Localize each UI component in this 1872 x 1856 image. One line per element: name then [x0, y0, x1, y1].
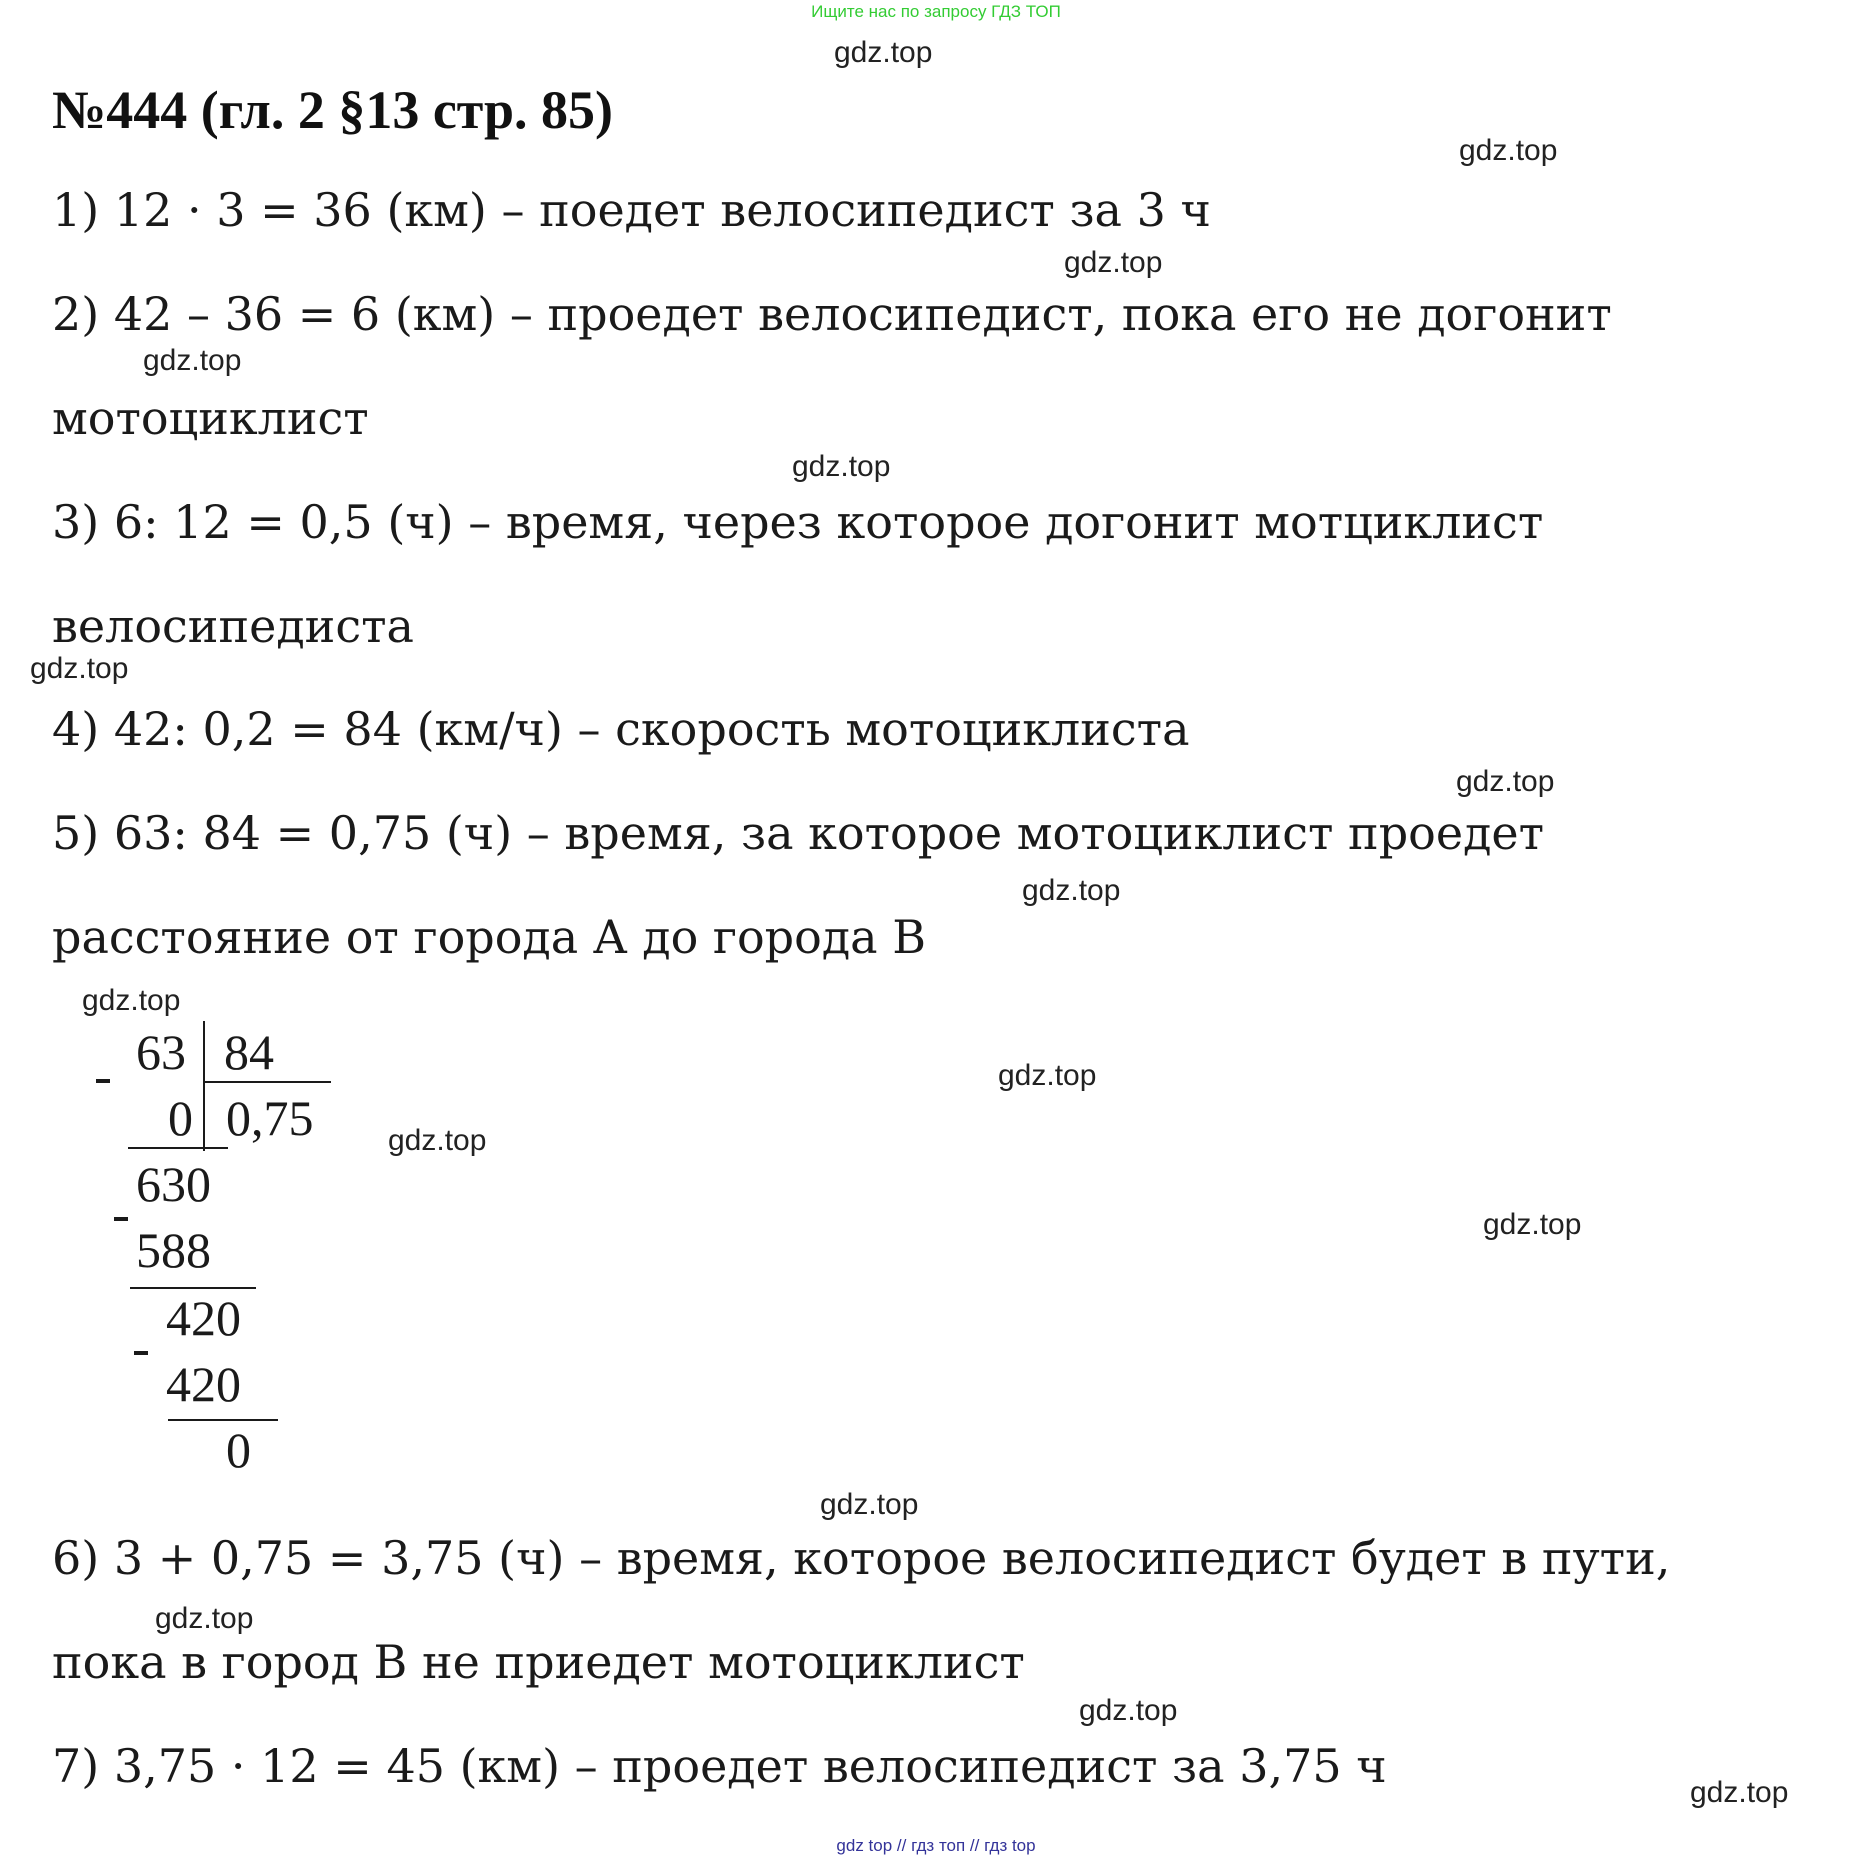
division-divisor: 84 [224, 1024, 274, 1080]
watermark: gdz.top [1456, 765, 1555, 798]
watermark: gdz.top [155, 1602, 254, 1635]
solution-line-3: 3) 6: 12 = 0,5 (ч) – время, через которое догонит мотциклист [52, 495, 1544, 549]
page-title: №444 (гл. 2 §13 стр. 85) [52, 80, 613, 140]
solution-line-7: 7) 3,75 · 12 = 45 (км) – проедет велосипедист за 3,75 ч [52, 1739, 1387, 1793]
minus-sign-3 [134, 1351, 148, 1355]
division-dividend: 63 [136, 1024, 186, 1080]
divisor-underline [205, 1081, 331, 1083]
division-step1-subtrahend: 588 [136, 1222, 211, 1278]
watermark: gdz.top [1064, 246, 1163, 279]
solution-line-6: 6) 3 + 0,75 = 3,75 (ч) – время, которое велосипедист будет в пути, [52, 1531, 1671, 1585]
watermark: gdz.top [1022, 874, 1121, 907]
watermark: gdz.top [1483, 1208, 1582, 1241]
subtract-line-2 [130, 1287, 256, 1289]
watermark: gdz.top [388, 1124, 487, 1157]
solution-line-5: 5) 63: 84 = 0,75 (ч) – время, за которое мотоциклист проедет [52, 806, 1545, 860]
division-step1: 630 [136, 1156, 211, 1212]
division-remainder: 0 [226, 1422, 251, 1478]
solution-line-4: 4) 42: 0,2 = 84 (км/ч) – скорость мотоциклиста [52, 702, 1190, 756]
solution-line-1: 1) 12 · 3 = 36 (км) – поедет велосипедист за 3 ч [52, 183, 1211, 237]
solution-line-3-continued: велосипедиста [52, 599, 414, 653]
division-first-subtrahend: 0 [168, 1090, 193, 1146]
watermark: gdz.top [1459, 134, 1558, 167]
division-step2: 420 [166, 1290, 241, 1346]
watermark: gdz.top [792, 450, 891, 483]
subtract-line-3 [168, 1419, 278, 1421]
watermark: gdz.top [1079, 1694, 1178, 1727]
long-division [80, 1005, 340, 1478]
watermark: gdz.top [1690, 1776, 1789, 1809]
watermark: gdz.top [143, 344, 242, 377]
division-vertical-bar [203, 1021, 205, 1151]
subtract-line-1 [128, 1147, 228, 1149]
minus-sign-2 [114, 1217, 128, 1221]
solution-line-2-continued: мотоциклист [52, 391, 369, 445]
watermark: gdz.top [820, 1488, 919, 1521]
watermark: gdz.top [82, 984, 181, 1017]
solution-line-6-continued: пока в город В не приедет мотоциклист [52, 1635, 1025, 1689]
solution-line-2: 2) 42 – 36 = 6 (км) – проедет велосипедист, пока его не догонит [52, 287, 1612, 341]
watermark: gdz.top [998, 1059, 1097, 1092]
minus-sign-1 [96, 1079, 110, 1083]
solution-line-5-continued: расстояние от города А до города В [52, 910, 926, 964]
footer-links: gdz top // гдз топ // гдз top [836, 1836, 1036, 1855]
watermark: gdz.top [834, 36, 933, 69]
top-banner: Ищите нас по запросу ГДЗ ТОП [811, 2, 1061, 21]
division-step2-subtrahend: 420 [166, 1356, 241, 1412]
watermark: gdz.top [30, 652, 129, 685]
division-quotient: 0,75 [226, 1090, 314, 1146]
